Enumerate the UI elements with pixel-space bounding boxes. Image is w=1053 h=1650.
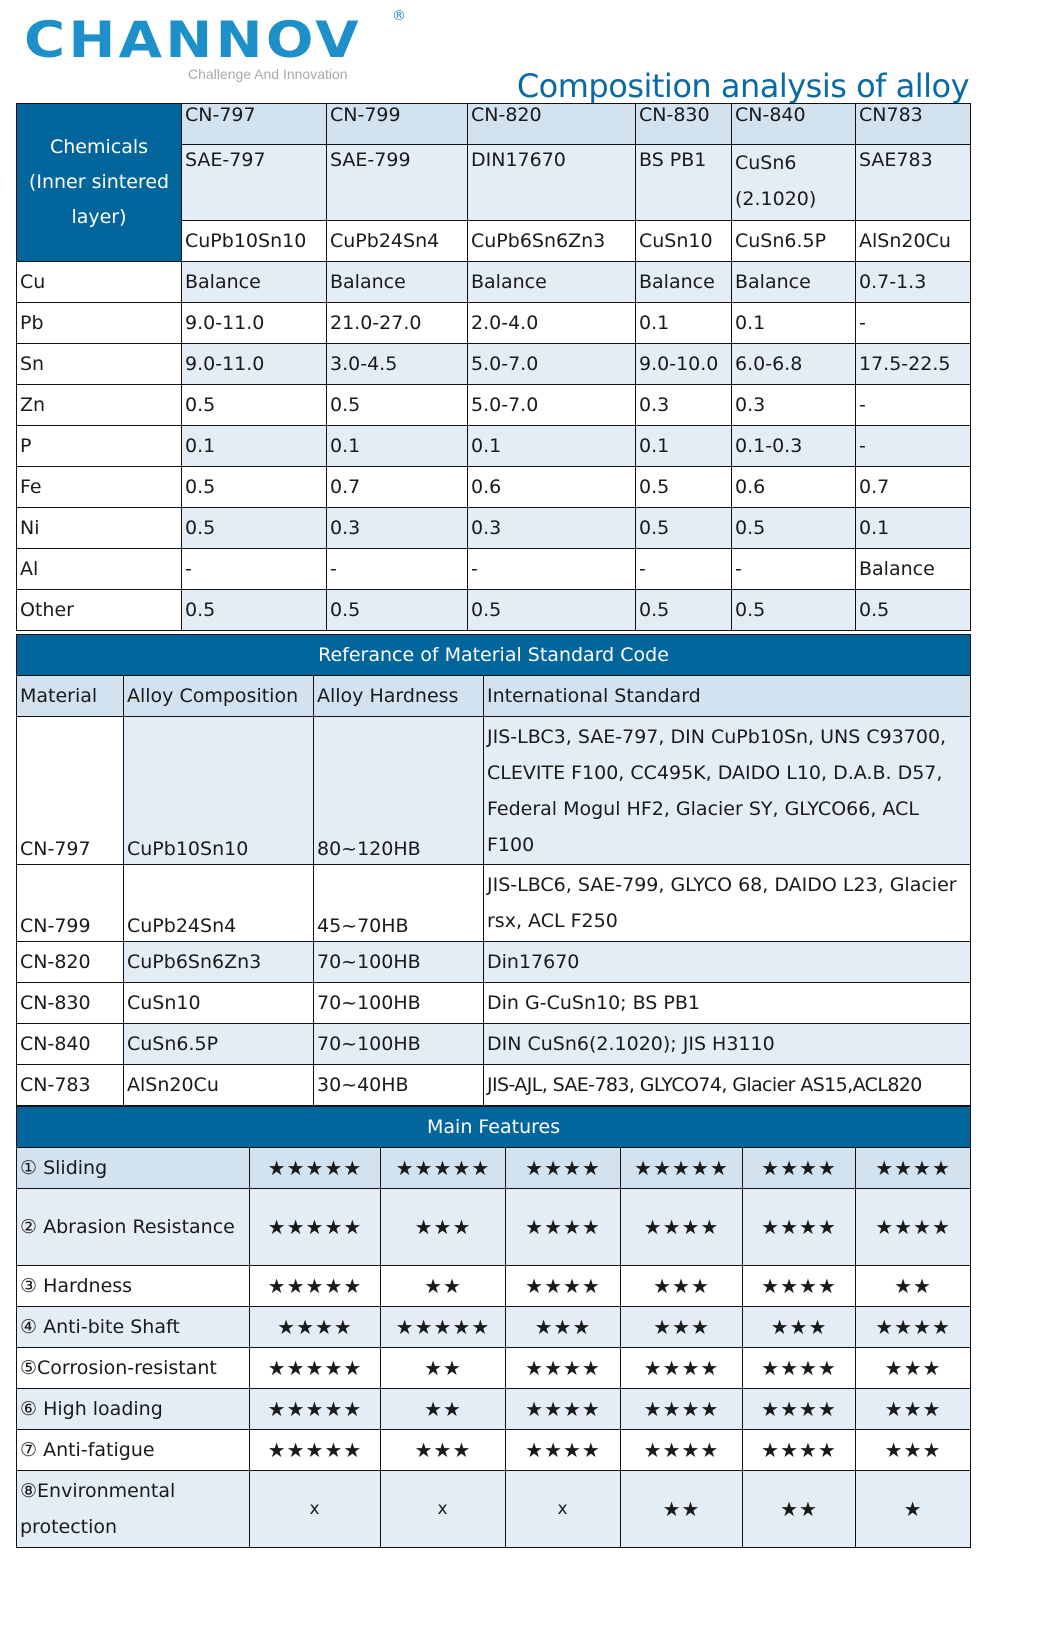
element-value: 0.1 (732, 303, 856, 344)
element-label: Sn (17, 344, 182, 385)
element-value: 2.0-4.0 (468, 303, 636, 344)
product-standard: DIN17670 (468, 145, 636, 221)
feature-label: ① Sliding (17, 1148, 250, 1189)
product-code: CN-820 (468, 104, 636, 145)
star-rating: x (250, 1471, 381, 1548)
feature-row (17, 1471, 971, 1548)
star-rating: ★★★★ (856, 1307, 971, 1348)
element-value: 0.7 (856, 467, 971, 508)
alloy-composition: CuPb24Sn4 (124, 865, 314, 942)
reference-row (17, 717, 971, 865)
reference-row (17, 1065, 971, 1106)
star-rating: ★★★★ (506, 1389, 621, 1430)
element-value: 17.5-22.5 (856, 344, 971, 385)
reference-row (17, 865, 971, 942)
star-rating: ★★★★ (506, 1348, 621, 1389)
star-rating: ★★ (856, 1266, 971, 1307)
element-row-p (17, 426, 971, 467)
element-value: 0.1 (327, 426, 468, 467)
star-rating: ★★★★ (856, 1189, 971, 1266)
feature-row (17, 1348, 971, 1389)
star-rating: ★★★★★ (250, 1389, 381, 1430)
reference-row (17, 942, 971, 983)
product-code: CN-830 (636, 104, 732, 145)
element-value: - (468, 549, 636, 590)
star-rating: ★★ (743, 1471, 856, 1548)
element-value: - (327, 549, 468, 590)
alloy-hardness: 70~100HB (314, 1024, 484, 1065)
element-row-zn (17, 385, 971, 426)
star-rating: ★★★★ (621, 1389, 743, 1430)
star-rating: ★★★ (381, 1430, 506, 1471)
element-value: 0.5 (182, 467, 327, 508)
element-value: 0.1 (636, 426, 732, 467)
element-value: - (182, 549, 327, 590)
material-code: CN-799 (17, 865, 124, 942)
element-value: - (856, 426, 971, 467)
element-row-fe (17, 467, 971, 508)
star-rating: ★★★★ (506, 1266, 621, 1307)
alloy-hardness: 70~100HB (314, 942, 484, 983)
element-value: 0.5 (636, 467, 732, 508)
star-rating: ★★★★ (743, 1148, 856, 1189)
star-rating: ★★★★★ (250, 1148, 381, 1189)
star-rating: ★★★★ (506, 1430, 621, 1471)
star-rating: ★★★★ (621, 1189, 743, 1266)
element-value: Balance (856, 549, 971, 590)
registered-mark: ® (392, 8, 406, 24)
feature-row (17, 1266, 971, 1307)
element-label: Fe (17, 467, 182, 508)
star-rating: ★★★★ (743, 1389, 856, 1430)
element-value: 6.0-6.8 (732, 344, 856, 385)
element-value: - (732, 549, 856, 590)
star-rating: ★★ (381, 1266, 506, 1307)
element-value: 0.5 (327, 590, 468, 631)
star-rating: ★★★ (621, 1266, 743, 1307)
product-code: CN-799 (327, 104, 468, 145)
star-rating: ★★★★ (250, 1307, 381, 1348)
material-code: CN-830 (17, 983, 124, 1024)
element-row-cu (17, 262, 971, 303)
alloy-hardness: 45~70HB (314, 865, 484, 942)
alloy-composition: AlSn20Cu (124, 1065, 314, 1106)
international-standard: JIS-LBC6, SAE-799, GLYCO 68, DAIDO L23, Glacier rsx, ACL F250 (484, 865, 971, 942)
international-standard: JIS-LBC3, SAE-797, DIN CuPb10Sn, UNS C93700, CLEVITE F100, CC495K, DAIDO L10, D.A.B. D57, Federal Mogul HF2, Glacier SY, GLYCO66, ACL F100 (484, 717, 971, 865)
column-header-hardness: Alloy Hardness (314, 676, 484, 717)
element-value: 0.3 (327, 508, 468, 549)
element-value: 0.3 (468, 508, 636, 549)
element-value: - (856, 303, 971, 344)
star-rating: ★★★★★ (250, 1266, 381, 1307)
element-value: 0.1 (856, 508, 971, 549)
element-value: 0.5 (732, 508, 856, 549)
star-rating: ★★★ (381, 1189, 506, 1266)
element-value: Balance (327, 262, 468, 303)
star-rating: ★★ (381, 1389, 506, 1430)
star-rating: ★★★★★ (621, 1148, 743, 1189)
star-rating: ★★★★★ (250, 1348, 381, 1389)
element-value: 0.6 (468, 467, 636, 508)
feature-row (17, 1307, 971, 1348)
composition-table (16, 103, 971, 631)
alloy-composition: CuSn10 (124, 983, 314, 1024)
star-rating: ★★★★★ (381, 1307, 506, 1348)
features-title: Main Features (17, 1107, 971, 1148)
reference-row (17, 983, 971, 1024)
element-label: Al (17, 549, 182, 590)
element-label: Zn (17, 385, 182, 426)
star-rating: ★★★★★ (250, 1430, 381, 1471)
star-rating: ★★★★ (743, 1348, 856, 1389)
page-title: Composition analysis of alloy (516, 67, 969, 106)
international-standard: JIS-AJL, SAE-783, GLYCO74, Glacier AS15,ACL820 (484, 1065, 971, 1106)
star-rating: ★★ (621, 1471, 743, 1548)
material-code: CN-783 (17, 1065, 124, 1106)
product-standard: SAE-797 (182, 145, 327, 221)
element-value: 0.5 (327, 385, 468, 426)
element-value: 5.0-7.0 (468, 344, 636, 385)
element-value: 0.5 (182, 590, 327, 631)
element-value: 0.1 (468, 426, 636, 467)
star-rating: ★★★ (856, 1389, 971, 1430)
star-rating: ★★★ (621, 1307, 743, 1348)
star-rating: ★★★★ (743, 1266, 856, 1307)
element-value: - (856, 385, 971, 426)
element-value: 0.5 (468, 590, 636, 631)
product-standard: SAE783 (856, 145, 971, 221)
feature-row (17, 1148, 971, 1189)
star-rating: ★★★★ (506, 1189, 621, 1266)
element-value: 0.1 (182, 426, 327, 467)
star-rating: ★★★★★ (250, 1189, 381, 1266)
element-value: 0.3 (732, 385, 856, 426)
element-value: 0.3 (636, 385, 732, 426)
element-value: 0.6 (732, 467, 856, 508)
reference-title: Referance of Material Standard Code (17, 635, 971, 676)
product-code: CN-840 (732, 104, 856, 145)
star-rating: ★★★ (856, 1430, 971, 1471)
alloy-composition: CuPb6Sn6Zn3 (124, 942, 314, 983)
product-standard: CuSn6 (2.1020) (732, 145, 856, 221)
reference-row (17, 1024, 971, 1065)
element-row-al (17, 549, 971, 590)
material-code: CN-820 (17, 942, 124, 983)
element-row-sn (17, 344, 971, 385)
product-standard: BS PB1 (636, 145, 732, 221)
element-value: 0.7-1.3 (856, 262, 971, 303)
element-value: Balance (732, 262, 856, 303)
reference-table (16, 634, 971, 1106)
star-rating: x (381, 1471, 506, 1548)
element-value: Balance (182, 262, 327, 303)
feature-label: ④ Anti-bite Shaft (17, 1307, 250, 1348)
star-rating: ★★★ (856, 1348, 971, 1389)
star-rating: ★★★★★ (381, 1148, 506, 1189)
alloy-hardness: 70~100HB (314, 983, 484, 1024)
element-row-other (17, 590, 971, 631)
feature-label: ⑤Corrosion-resistant (17, 1348, 250, 1389)
star-rating: ★★★★ (506, 1148, 621, 1189)
element-label: Cu (17, 262, 182, 303)
product-alloy: CuPb10Sn10 (182, 221, 327, 262)
alloy-composition: CuSn6.5P (124, 1024, 314, 1065)
element-value: 9.0-11.0 (182, 303, 327, 344)
element-value: Balance (636, 262, 732, 303)
feature-label: ⑦ Anti-fatigue (17, 1430, 250, 1471)
star-rating: x (506, 1471, 621, 1548)
star-rating: ★ (856, 1471, 971, 1548)
feature-label: ⑧Environmental protection (17, 1471, 250, 1548)
element-value: Balance (468, 262, 636, 303)
star-rating: ★★★★ (743, 1189, 856, 1266)
alloy-hardness: 30~40HB (314, 1065, 484, 1106)
product-alloy: CuPb6Sn6Zn3 (468, 221, 636, 262)
feature-row (17, 1430, 971, 1471)
chemicals-header: Chemicals (Inner sintered layer) (17, 104, 182, 262)
element-value: 3.0-4.5 (327, 344, 468, 385)
product-standard: SAE-799 (327, 145, 468, 221)
element-value: 5.0-7.0 (468, 385, 636, 426)
element-value: 0.5 (732, 590, 856, 631)
element-label: Other (17, 590, 182, 631)
features-table (16, 1106, 971, 1548)
element-value: 0.5 (636, 508, 732, 549)
element-value: - (636, 549, 732, 590)
brand-name: CHANNOV (24, 11, 363, 69)
element-row-ni (17, 508, 971, 549)
star-rating: ★★★★ (621, 1348, 743, 1389)
international-standard: Din17670 (484, 942, 971, 983)
product-alloy: AlSn20Cu (856, 221, 971, 262)
column-header-alloy: Alloy Composition (124, 676, 314, 717)
star-rating: ★★★★ (621, 1430, 743, 1471)
feature-row (17, 1389, 971, 1430)
column-header-standard: International Standard (484, 676, 971, 717)
star-rating: ★★ (381, 1348, 506, 1389)
product-alloy: CuSn6.5P (732, 221, 856, 262)
star-rating: ★★★ (743, 1307, 856, 1348)
feature-label: ⑥ High loading (17, 1389, 250, 1430)
element-value: 0.5 (182, 385, 327, 426)
product-code: CN-797 (182, 104, 327, 145)
element-value: 0.1-0.3 (732, 426, 856, 467)
product-alloy: CuSn10 (636, 221, 732, 262)
element-label: Ni (17, 508, 182, 549)
product-code: CN783 (856, 104, 971, 145)
star-rating: ★★★ (506, 1307, 621, 1348)
element-label: P (17, 426, 182, 467)
star-rating: ★★★★ (856, 1148, 971, 1189)
material-code: CN-840 (17, 1024, 124, 1065)
feature-label: ③ Hardness (17, 1266, 250, 1307)
feature-row (17, 1189, 971, 1266)
element-value: 9.0-11.0 (182, 344, 327, 385)
feature-label: ② Abrasion Resistance (17, 1189, 250, 1266)
alloy-hardness: 80~120HB (314, 717, 484, 865)
element-value: 0.5 (182, 508, 327, 549)
international-standard: DIN CuSn6(2.1020); JIS H3110 (484, 1024, 971, 1065)
product-alloy: CuPb24Sn4 (327, 221, 468, 262)
alloy-composition: CuPb10Sn10 (124, 717, 314, 865)
star-rating: ★★★★ (743, 1430, 856, 1471)
element-value: 9.0-10.0 (636, 344, 732, 385)
element-value: 0.5 (856, 590, 971, 631)
international-standard: Din G-CuSn10; BS PB1 (484, 983, 971, 1024)
brand-tagline: Challenge And Innovation (188, 66, 348, 82)
element-value: 0.7 (327, 467, 468, 508)
element-value: 0.1 (636, 303, 732, 344)
element-value: 0.5 (636, 590, 732, 631)
element-label: Pb (17, 303, 182, 344)
column-header-material: Material (17, 676, 124, 717)
element-value: 21.0-27.0 (327, 303, 468, 344)
brand-logo (24, 8, 406, 82)
element-row-pb (17, 303, 971, 344)
material-code: CN-797 (17, 717, 124, 865)
